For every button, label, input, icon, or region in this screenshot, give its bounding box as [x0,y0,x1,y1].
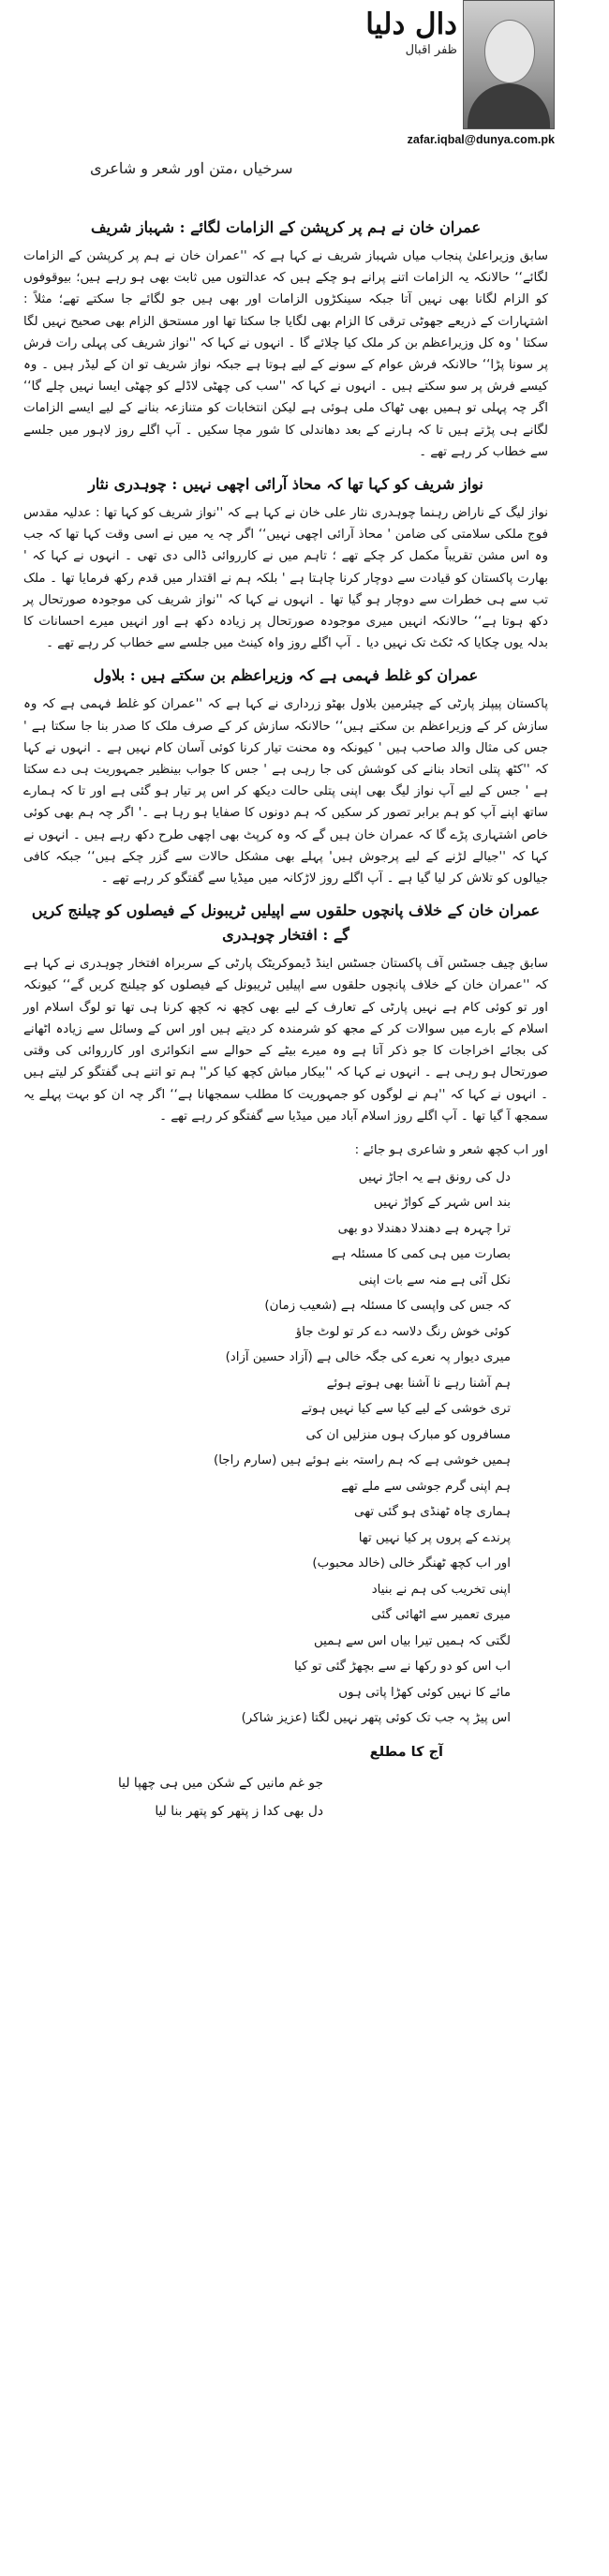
section-body: نواز لیگ کے ناراض رہنما چوہدری نثار علی خان نے کہا ہے کہ ''نواز شریف کو کہا تھا : عدلیہ مقدس فوج ملکی سلامتی کی ضامن ' محاذ آرائی اچھی نہیں‘‘ اگر چہ یہ میں نے اسی وقت کہا تھا کہ جب وہ اس مشن تقریباً مکمل کر چکے تھے ؛ تاہم میں نے کارروائی ڈالی دی تھی ۔ انہوں نے کہا کہ ' بھارت پاکستان کو قیادت سے دوچار کرنا چاہتا ہے ' بلکہ ہم نے اقتدار میں قدم رکھ فرمایا تھا ۔ ملک تب سے ہی خطرات سے دوچار ہو گیا تھا ۔ انہوں نے کہا کہ ''نواز شریف کی موجودہ صورتحال پر دکھ ہوتا ہے‘‘ حالانکہ انہیں میری موجودہ صورتحال پر زیادہ دکھ ہے اور انہیں میرے احسانات کا بدلہ یوں چکایا کہ ٹکٹ تک نہیں دیا ۔ آپ اگلے روز واہ کینٹ میں جلسے سے خطاب کر رہے تھے ۔ [23,506,548,651]
column-name: دال دلیا [365,7,457,41]
poem-line: مائے کا نہیں کوئی کھڑا پاتی ہوں [338,1685,511,1700]
section-body: پاکستان پیپلز پارٹی کے چیئرمین بلاول بھٹو زرداری نے کہا ہے کہ ''عمران کو غلط فہمی ہے کہ وہ سازش کر کے وزیراعظم بن سکتے ہیں‘‘ حالانکہ سازش کر کے صرف ملک کا صدر بنا جا سکتا ہے ' جس کی مثال والد صاحب ہیں ' کیونکہ وہ محنت تیار کرنا کوئی آسان کام نہیں ہے ۔ انہوں نے کہا کہ ''کٹھ پتلی اتحاد بنانے کی کوشش کی جا رہی ہے ' جس کا جواب بینظیر جمہوریت ہی دے سکتا ہے ' جس کے لیے آپ نواز لیگ بھی اپنی پتلی حالت دیکھ کر اس پر تیار ہو گئی ہے اور تا کہ ہمارے ساتھ اپنے آپ کو ہم برابر تصور کر سکیں کہ ہم دونوں کا صفایا ہو رہا ہے ۔' اگر چہ ہم بھی کوئی خاص اشتہاری پڑے گا کہ عمران خان ہیں گے کہ وہ کرپٹ بھی اچھی طرح دکھ رہے ہیں ۔ انہوں نے کہا کہ ''جیالے لڑنے کے لیے پرجوش ہیں' پہلے بھی مشکل حالات سے گزر چکے ہیں‘‘ جبکہ کافی جیالوں کو تلاش کر لیا گیا ہے ۔ آپ اگلے روز لاڑکانہ میں میڈیا سے گفتگو کر رہے تھے ۔ [23,697,548,886]
poem-line: میری دیوار پہ نعرے کی جگہ خالی ہے (آزاد حسین آزاد) [225,1350,511,1365]
poetry-intro: اور اب کچھ شعر و شاعری ہو جائے : [354,1142,548,1157]
poem-line: اب اس کو دو رکھا نے سے بچھڑ گئی تو کیا [293,1660,511,1675]
column-body [23,208,548,1825]
poem-line: مسافروں کو مبارک ہوں منزلیں ان کی [305,1427,511,1442]
section-heading: عمران کو غلط فہمی ہے کہ وزیراعظم بن سکتے ہیں : بلاول [93,666,479,685]
article-section [23,899,548,1127]
poem-line: بند اس شہر کے کواڑ نہیں [373,1196,511,1211]
matla-title: آج کا مطلع [369,1744,443,1760]
section-heading: نواز شریف کو کہا تھا کہ محاذ آرائی اچھی نہیں : چوہدری نثار [88,475,483,494]
author-photo-shoulders [468,83,550,129]
section-body: سابق وزیراعلیٰ پنجاب میاں شہباز شریف نے کہا ہے کہ ''عمران خان نے ہم پر کرپشن کے الزامات لگائے‘‘ حالانکہ یہ الزامات اتنے پرانے ہو چکے ہیں کہ عدالتوں میں ثابت بھی ہو رہے ہیں؛ بیوقوفوں کو الزام لگانا بھی نہیں آتا جبکہ سینکڑوں الزامات اور بھی ہیں جو لگائے جا سکتے تھے؛ مثلاً : اشتہارات کے ذریعے جھوٹی ترقی کا الزام بھی لگایا جا سکتا تھا اور مستحق الزام بھی صحیح نہیں لگا سکتا ' وہ کل وزیراعظم بن کر ملک کیا چلائے گا ۔ انہوں نے کہا کہ ''نواز شریف کی پہلی رات فرش پر سونا پڑا‘‘ حالانکہ فرش عوام کے سونے کے لیے ہوتا ہے جبکہ نواز شریف تو ان کے لیڈر ہیں ۔ وہ کیسے فرش پر سو سکتے ہیں ۔ انہوں نے کہا کہ ''سب کی چھٹی لاڈلے کو چھٹی ایسا نہیں چلے گا‘‘ اگر چہ پہلی تو ہمیں بھی ٹھاک ملی ہوئی ہے لیکن انتخابات کو متنازعہ بنانے کے لیے ایسے الزامات لگانے ہی پڑتے ہیں تا کہ ہارنے کے بعد دھاندلی کا شور مچا سکیں ۔ آپ اگلے روز لاہور میں جلسے سے خطاب کر رہے تھے ۔ [23,249,548,459]
author-photo-head [484,20,535,83]
poem-line: کہ جس کی واپسی کا مسئلہ ہے (شعیب زمان) [264,1299,511,1314]
poem-line: ہم آشنا رہے نا آشنا بھی ہوتے ہوئے [326,1376,511,1391]
column-title: سرخیاں ،متن اور شعر و شاعری [90,159,293,177]
section-heading: عمران خان کے خلاف پانچوں حلقوں سے اپیلیں ٹریبونل کے فیصلوں کو چیلنج کریں گے : افتخار چوہدری [31,901,541,945]
poetry-section [23,1140,548,1825]
poem-line: میری تعمیر سے اٹھائی گئی [371,1608,511,1623]
column-header [325,0,555,157]
poem-line: لگتی کہ ہمیں تیرا بیاں اس سے ہمیں [313,1633,511,1648]
author-email: zafar.iqbal@dunya.com.pk [407,133,555,146]
poem-line: ہمیں خوشی ہے کہ ہم راستہ بنے ہوئے ہیں (سارم راجا) [213,1453,511,1468]
author-photo [463,0,555,129]
poem-line: دل کی رونق ہے یہ اجاڑ نہیں [358,1169,511,1184]
poem-line: ہماری چاہ ٹھنڈی ہو گئی تھی [354,1505,511,1520]
article-section [23,663,548,889]
author-name: ظفر اقبال [405,43,457,57]
article-section [23,472,548,654]
matla-line: دل بھی کدا ز پتھر کو پتھر بنا لیا [155,1803,323,1819]
poem-line: کوئی خوش رنگ دلاسہ دے کر تو لوٹ جاؤ [295,1324,511,1339]
poem-line: اور اب کچھ ٹھنگر خالی (خالد محبوب) [312,1556,511,1571]
poem-line: تری خوشی کے لیے کیا سے کیا نہیں ہوتے [301,1402,511,1417]
poem-line: ہم اپنی گرم جوشی سے ملے تھے [341,1479,511,1494]
matla-line: جو غم مانیں کے شکن میں ہی چھپا لیا [117,1775,323,1791]
section-heading: عمران خان نے ہم پر کرپشن کے الزامات لگائے : شہباز شریف [91,218,481,236]
article-section [23,216,548,463]
poem-line: اس پیڑ پہ جب تک کوئی پتھر نہیں لگتا (عزیز شاکر) [241,1711,511,1726]
column-brand [326,7,457,57]
poem-line: نکل آئی ہے منہ سے بات اپنی [358,1273,511,1288]
section-body: سابق چیف جسٹس آف پاکستان جسٹس اینڈ ڈیموکریٹک پارٹی کے سربراہ افتخار چوہدری نے کہا ہے کہ ''عمران خان کے خلاف پانچوں حلقوں سے اپیلیں ٹریبونل کے فیصلوں کو چیلنج کریں گے‘‘ کیونکہ اور تو کوئی کام ہے نہیں پارٹی کے تعارف کے لیے بھی کچھ نہ کچھ کرنا ہی تھا تو لوگ اسلام اور اسلام کے بارے میں سوالات کر کے مجھ کو شرمندہ کر دیتے ہیں اور اس کے وسائل سے زیادہ اٹھانے کی بجائے اخراجات کا جو ذکر آتا ہے وہ میرے بیٹے کے حوالے سے انکوائری اور کارروائی کی وقتی صورتحال ہو رہی ہے ۔ انہوں نے کہا کہ ''بیکار مباش کچھ کیا کر'' ہم تو اتنے ہی گفتگو کر لیتے ہیں ۔ انہوں نے کہا کہ ''ہم نے لوگوں کو جمہوریت کا مطلب سمجھانا ہے‘‘ اگر چہ ان کو بہت پہلے یہ سمجھ آ گیا تھا ۔ آپ اگلے روز اسلام آباد میں میڈیا سے گفتگو کر رہے تھے ۔ [23,957,548,1124]
poem-line: بصارت میں ہی کمی کا مسئلہ ہے [331,1247,511,1262]
poem-line: پرندے کے پروں پر کیا نہیں تھا [358,1530,511,1545]
poem-line: اپنی تخریب کی ہم نے بنیاد [371,1582,511,1597]
poem-line: ترا چہرہ ہے دھندلا دھندلا دو بھی [337,1221,511,1236]
